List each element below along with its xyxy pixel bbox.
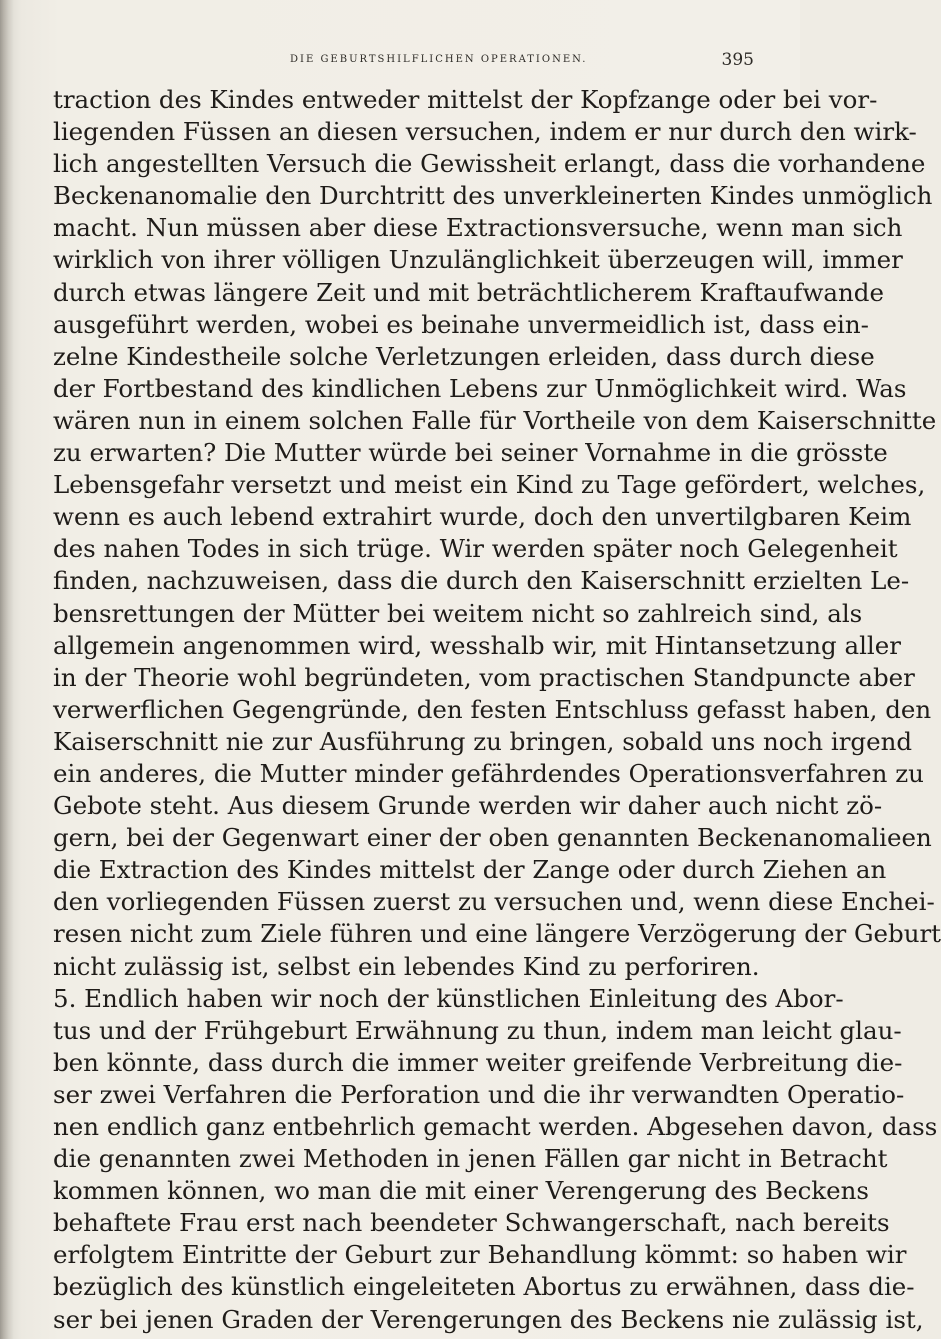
text-line: behaftete Frau erst nach beendeter Schwangerschaft, nach bereits [53,1208,890,1238]
text-line: gern, bei der Gegenwart einer der oben genannten Beckenanomalieen [53,823,932,853]
text-line: zu erwarten? Die Mutter würde bei seiner Vornahme in die grösste [53,438,888,468]
text-line: Lebensgefahr versetzt und meist ein Kind zu Tage gefördert, welches, [53,470,926,500]
text-line: verwerflichen Gegengründe, den festen Entschluss gefasst haben, den [53,694,932,724]
text-line: bensrettungen der Mütter bei weitem nicht so zahlreich sind, als [53,598,863,628]
text-line: ein anderes, die Mutter minder gefährdendes Operationsverfahren zu [53,758,924,788]
text-line: ben könnte, dass durch die immer weiter greifende Verbreitung die- [53,1047,903,1077]
text-line: liegenden Füssen an diesen versuchen, indem er nur durch den wirk- [53,117,917,147]
text-line: Gebote steht. Aus diesem Grunde werden wir daher auch nicht zö- [53,791,883,821]
text-line: nen endlich ganz entbehrlich gemacht werden. Abgesehen davon, dass [53,1112,938,1141]
text-line: resen nicht zum Ziele führen und eine längere Verzögerung der Geburt [53,919,941,949]
text-line: tus und der Frühgeburt Erwähnung zu thun, indem man leicht glau- [53,1015,902,1045]
text-line: allgemein angenommen wird, wesshalb wir, mit Hintansetzung aller [53,630,901,660]
text-line: ausgeführt werden, wobei es beinahe unvermeidlich ist, dass ein- [53,309,869,339]
text-line: des nahen Todes in sich trüge. Wir werden später noch Gelegenheit [53,534,898,564]
text-line: ser bei jenen Graden der Verengerungen des Beckens nie zulässig ist, [53,1304,924,1334]
text-line: den vorliegenden Füssen zuerst zu versuchen und, wenn diese Enchei- [53,887,935,917]
text-line: Kaiserschnitt nie zur Ausführung zu bringen, sobald uns noch irgend [53,726,913,756]
text-line: ser zwei Verfahren die Perforation und die ihr verwandten Operatio- [53,1079,905,1109]
text-line: finden, nachzuweisen, dass die durch den Kaiserschnitt erzielten Le- [53,566,910,596]
text-line: der Fortbestand des kindlichen Lebens zur Unmöglichkeit wird. Was [53,373,907,403]
paragraph-last-line: nicht zulässig ist, selbst ein lebendes Kind zu perforiren. [53,951,760,981]
text-line: 5. Endlich haben wir noch der künstlichen Einleitung des Abor- [53,983,844,1013]
text-line: die Extraction des Kindes mittelst der Zange oder durch Ziehen an [53,855,887,885]
body-text [53,84,941,1336]
text-line: macht. Nun müssen aber diese Extractionsversuche, wenn man sich [53,213,903,243]
text-line: Beckenanomalie den Durchtritt des unverkleinerten Kindes unmöglich [53,181,933,211]
text-line: erfolgtem Eintritte der Geburt zur Behandlung kömmt: so haben wir [53,1240,907,1270]
text-line: wären nun in einem solchen Falle für Vortheile von dem Kaiserschnitte [53,405,937,435]
text-line: zelne Kindestheile solche Verletzungen erleiden, dass durch diese [53,341,875,371]
text-line: traction des Kindes entweder mittelst der Kopfzange oder bei vor- [53,85,878,114]
running-head: DIE GEBURTSHILFLICHEN OPERATIONEN. [290,54,588,65]
text-line: wenn es auch lebend extrahirt wurde, doch den unvertilgbaren Keim [53,502,912,532]
text-line: die genannten zwei Methoden in jenen Fällen gar nicht in Betracht [53,1144,888,1174]
text-line: wirklich von ihrer völligen Unzulänglichkeit überzeugen will, immer [53,245,903,275]
text-line: kommen können, wo man die mit einer Verengerung des Beckens [53,1176,869,1206]
page-number: 395 [721,50,754,70]
text-line: bezüglich des künstlich eingeleiteten Abortus zu erwähnen, dass die- [53,1272,915,1302]
text-line: durch etwas längere Zeit und mit beträchtlicherem Kraftaufwande [53,277,884,307]
text-line: in der Theorie wohl begründeten, vom practischen Standpuncte aber [53,662,915,692]
binding-gutter [0,0,14,1339]
text-line: lich angestellten Versuch die Gewissheit erlangt, dass die vorhandene [53,149,926,179]
